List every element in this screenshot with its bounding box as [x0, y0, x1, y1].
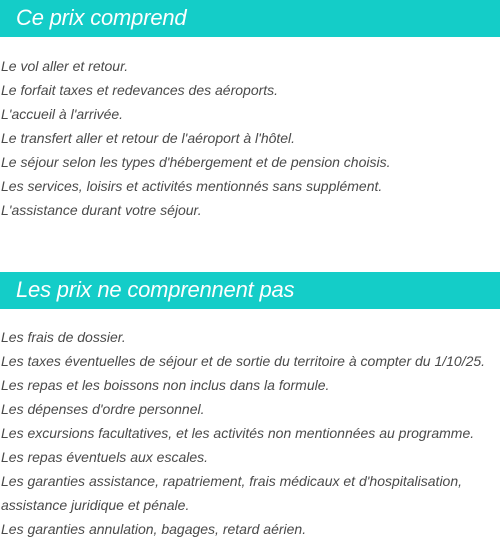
excluded-item: Les excursions facultatives, et les activités non mentionnées au programme. [1, 425, 475, 441]
excluded-item: Les frais de dossier. [1, 329, 126, 345]
excluded-item: Les dépenses d'ordre personnel. [1, 401, 205, 417]
included-item: Le séjour selon les types d'hébergement et de pension choisis. [1, 154, 391, 170]
included-item: Le transfert aller et retour de l'aéroport à l'hôtel. [1, 130, 296, 146]
included-item: Le forfait taxes et redevances des aéroports. [1, 82, 279, 98]
included-item: L'accueil à l'arrivée. [1, 106, 124, 122]
excluded-item: Les garanties annulation, bagages, retard aérien. [1, 521, 307, 537]
excluded-item: Les repas éventuels aux escales. [1, 449, 209, 465]
included-section-title: Ce prix comprend [0, 0, 500, 37]
included-item: Les services, loisirs et activités mentionnés sans supplément. [1, 178, 383, 194]
excluded-item: Les repas et les boissons non inclus dans la formule. [1, 377, 330, 393]
excluded-items-list [0, 325, 500, 541]
included-section [0, 0, 500, 222]
included-item: Le vol aller et retour. [1, 58, 129, 74]
included-items-list [0, 54, 500, 222]
excluded-item: Les garanties assistance, rapatriement, frais médicaux et d'hospitalisation, assistance juridique et pénale. [1, 473, 463, 513]
excluded-section [0, 272, 500, 541]
included-item: L'assistance durant votre séjour. [1, 202, 202, 218]
excluded-item: Les taxes éventuelles de séjour et de sortie du territoire à compter du 1/10/25. [1, 353, 486, 369]
excluded-section-title: Les prix ne comprennent pas [0, 272, 500, 309]
